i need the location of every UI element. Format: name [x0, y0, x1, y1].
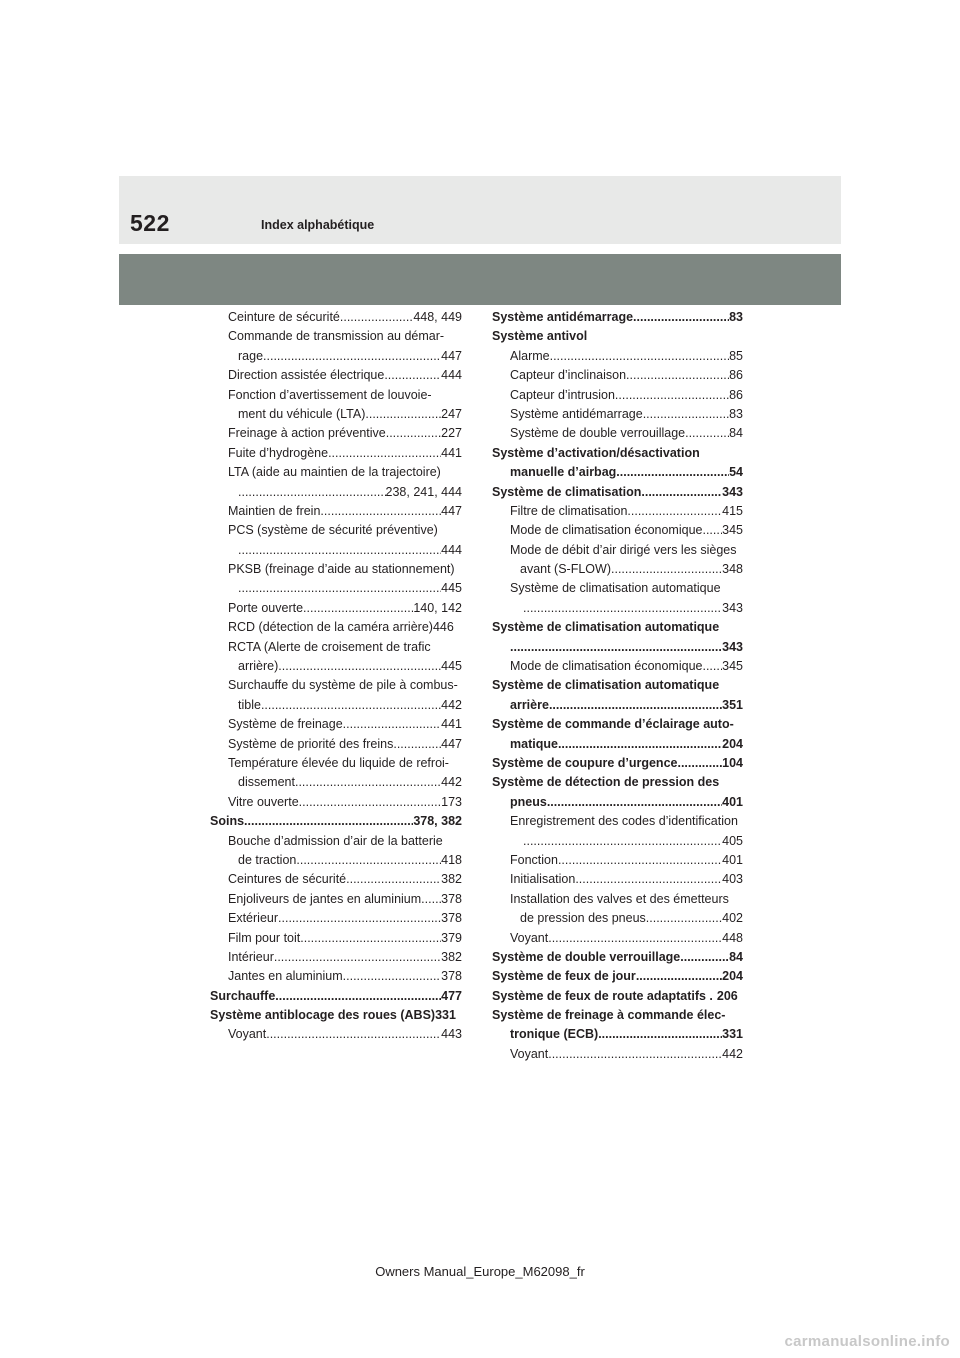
dot-leader [328, 444, 441, 463]
index-entry-text: Enjoliveurs de jantes en aluminium [228, 891, 422, 906]
index-entry-text: Système de feux de jour [492, 969, 636, 984]
index-entry [492, 715, 743, 734]
index-entry-page: 444 [441, 368, 462, 383]
index-entry [210, 696, 462, 715]
index-entry-text: de pression des pneus [520, 911, 646, 926]
index-entry-page: 204 [722, 969, 743, 984]
index-column-right [492, 308, 743, 1064]
index-entry [210, 773, 462, 792]
index-entry [210, 308, 462, 327]
index-entry [210, 657, 462, 676]
index-entry-text: Système de climatisation [492, 484, 642, 499]
dot-leader [343, 967, 441, 986]
index-entry-page: 378 [441, 969, 462, 984]
dot-leader [523, 832, 722, 851]
index-entry-text: arrière [510, 697, 549, 712]
dot-leader [266, 1025, 441, 1044]
dot-leader [274, 948, 441, 967]
index-entry-text: Système de commande d’éclairage auto- [492, 717, 734, 732]
dot-leader [393, 735, 441, 754]
index-entry-page: 227 [441, 426, 462, 441]
index-entry [492, 502, 743, 521]
index-entry-text: rage [238, 348, 264, 363]
dot-leader [295, 773, 441, 792]
index-entry-page: 84 [729, 426, 743, 441]
index-entry-page: 351 [722, 697, 743, 712]
index-entry-text: Ceintures de sécurité [228, 872, 347, 887]
index-entry-text: dissement [238, 775, 295, 790]
index-entry [210, 812, 462, 831]
index-entry-text: Voyant [228, 1027, 267, 1042]
index-entry-text: Porte ouverte [228, 600, 304, 615]
index-entry [492, 405, 743, 424]
dot-leader [646, 909, 722, 928]
index-entry [210, 327, 462, 346]
dot-leader [548, 929, 722, 948]
index-entry-text: Système de freinage [228, 717, 343, 732]
index-entry-page: 443 [441, 1027, 462, 1042]
index-entry-page: 86 [729, 387, 743, 402]
dot-leader [343, 715, 441, 734]
index-entry [210, 948, 462, 967]
index-entry [210, 967, 462, 986]
index-entry-page: 343 [722, 484, 743, 499]
index-entry [492, 347, 743, 366]
index-entry-page: 83 [729, 310, 743, 324]
index-entry-page: 401 [722, 852, 743, 867]
dot-leader [548, 1045, 722, 1064]
index-entry-text: Surchauffe du système de pile à combus- [228, 678, 458, 693]
index-entry-text: Mode de climatisation économique [510, 523, 703, 538]
dot-leader [510, 638, 722, 657]
index-entry-page: 441 [441, 717, 462, 732]
index-entry [492, 560, 743, 579]
index-entry-page: 345 [722, 523, 743, 538]
index-entry-text: RCTA (Alerte de croisement de trafic [228, 639, 431, 654]
index-entry-page: 206 [716, 988, 738, 1003]
index-entry [492, 366, 743, 385]
dot-leader [299, 793, 441, 812]
index-entry-text: Système de freinage à commande élec- [492, 1008, 726, 1023]
index-entry-text: Ceinture de sécurité [228, 310, 340, 324]
index-entry [210, 483, 462, 502]
index-entry [210, 386, 462, 405]
index-entry [492, 541, 743, 560]
index-entry [492, 929, 743, 948]
dot-leader [685, 424, 729, 443]
index-entry-text: Direction assistée électrique [228, 368, 385, 383]
index-entry-text: Extérieur [228, 911, 279, 926]
index-entry-text: Voyant [510, 930, 549, 945]
index-entry [210, 793, 462, 812]
index-entry-text: Film pour toit [228, 930, 301, 945]
index-entry [492, 909, 743, 928]
dot-leader [296, 851, 441, 870]
index-entry-page: 447 [441, 503, 462, 518]
index-entry-text: Soins [210, 814, 245, 829]
dot-leader [615, 386, 729, 405]
dot-leader [278, 657, 441, 676]
index-entry-text: Voyant [510, 1046, 549, 1061]
index-entry-text: Fuite d’hydrogène [228, 445, 329, 460]
index-entry [492, 870, 743, 889]
index-entry [492, 987, 743, 1006]
index-entry-page: 86 [729, 368, 743, 383]
page-number: 522 [130, 210, 170, 236]
dot-leader [244, 812, 413, 831]
dot-leader [633, 308, 729, 327]
dot-leader [263, 347, 441, 366]
dot-leader [641, 483, 722, 502]
index-entry [492, 657, 743, 676]
index-entry-page: 247 [441, 406, 462, 421]
index-entry-text: Freinage à action préventive [228, 426, 386, 441]
index-entry [210, 735, 462, 754]
index-entry [492, 967, 743, 986]
index-entry-text: Alarme [510, 348, 550, 363]
index-entry [210, 1025, 462, 1044]
index-entry-text: Système de priorité des freins [228, 736, 394, 751]
index-entry-page: 204 [722, 736, 743, 751]
index-entry-text: Enregistrement des codes d’identification [510, 814, 738, 829]
index-entry-page: 448, 449 [413, 310, 462, 324]
index-entry-page: 447 [441, 736, 462, 751]
index-entry-page: 379 [441, 930, 462, 945]
index-entry [492, 521, 743, 540]
index-entry-text: Fonction [510, 852, 558, 867]
index-entry [492, 386, 743, 405]
index-entry-text: Initialisation [510, 872, 576, 887]
dot-leader [238, 541, 441, 560]
index-entry-text: Jantes en aluminium [228, 969, 343, 984]
index-entry-text: Commande de transmission au démar- [228, 329, 445, 344]
index-entry [492, 463, 743, 482]
index-entry-page: 378 [441, 911, 462, 926]
dot-leader [365, 405, 441, 424]
index-entry-text: Surchauffe [210, 988, 276, 1003]
index-entry-page: 441 [441, 445, 462, 460]
index-entry [492, 793, 743, 812]
dot-leader [558, 735, 722, 754]
index-entry [492, 327, 743, 346]
index-entry [210, 599, 462, 618]
index-entry [492, 735, 743, 754]
index-entry-text: Température élevée du liquide de refroi- [228, 755, 449, 770]
index-entry [492, 483, 743, 502]
dot-leader [238, 579, 441, 598]
index-entry-text: ment du véhicule (LTA) [238, 406, 366, 421]
index-entry [210, 1006, 462, 1025]
index-entry [492, 579, 743, 598]
index-entry-page: 238, 241, 444 [385, 484, 462, 499]
index-entry-page: 382 [441, 872, 462, 887]
index-entry-text: Système de double verrouillage [510, 426, 686, 441]
index-entry-page: 448 [722, 930, 743, 945]
index-entry [210, 754, 462, 773]
index-entry-text: Installation des valves et des émetteurs [510, 891, 729, 906]
index-entry [492, 618, 743, 637]
dot-leader [421, 890, 441, 909]
index-entry-page: 401 [722, 794, 743, 809]
index-entry-page: 477 [441, 988, 462, 1003]
index-entry-page: 403 [722, 872, 743, 887]
index-entry [492, 754, 743, 773]
index-entry-text: Système de climatisation automatique [492, 620, 720, 635]
index-entry [492, 424, 743, 443]
index-entry [210, 618, 462, 637]
index-entry-page: 442 [441, 697, 462, 712]
dot-leader [550, 347, 730, 366]
index-entry-page: 442 [722, 1046, 743, 1061]
watermark: carmanualsonline.info [784, 1333, 950, 1350]
index-entry-text: Maintien de frein [228, 503, 321, 518]
dot-leader [386, 424, 441, 443]
index-entry [492, 832, 743, 851]
index-entry [210, 638, 462, 657]
index-entry-page: 173 [441, 794, 462, 809]
index-entry-page: 348 [722, 562, 743, 577]
index-entry-page: 402 [722, 911, 743, 926]
index-entry [210, 870, 462, 889]
index-entry-page: 378 [441, 891, 462, 906]
index-entry [210, 715, 462, 734]
index-entry-text: Filtre de climatisation [510, 503, 628, 518]
index-entry-text: Intérieur [228, 949, 274, 964]
index-entry-page: 84 [729, 949, 743, 964]
dot-leader [558, 851, 722, 870]
index-entry [210, 521, 462, 540]
index-entry-text: manuelle d’airbag [510, 465, 617, 480]
index-entry [492, 890, 743, 909]
dot-leader [616, 463, 729, 482]
dot-leader [575, 870, 722, 889]
index-entry [210, 579, 462, 598]
dot-leader [278, 909, 441, 928]
index-entry [210, 832, 462, 851]
index-column-left [210, 308, 462, 1045]
index-entry-text: Système de climatisation automatique [510, 581, 721, 596]
dot-leader [677, 754, 722, 773]
index-entry-page: 343 [722, 600, 743, 615]
index-entry [210, 909, 462, 928]
index-entry-text: tronique (ECB) [510, 1027, 599, 1042]
section-title: Index alphabétique [261, 218, 375, 232]
index-entry-text: pneus [510, 794, 547, 809]
index-entry [210, 463, 462, 482]
index-entry-text: PKSB (freinage d’aide au stationnement) [228, 562, 455, 577]
dot-leader [636, 967, 722, 986]
index-entry-page: 343 [722, 639, 743, 654]
index-entry-page: 104 [722, 755, 743, 770]
index-entry-text: Mode de débit d’air dirigé vers les sièges [510, 542, 737, 557]
dot-leader [598, 1025, 722, 1044]
dot-leader [547, 793, 722, 812]
index-entry-text: Système antiblocage des roues (ABS)331 [210, 1008, 456, 1023]
index-entry [492, 851, 743, 870]
index-entry [210, 560, 462, 579]
index-entry-text: Système antidémarrage [510, 406, 643, 421]
index-entry [210, 929, 462, 948]
dot-leader [384, 366, 441, 385]
index-entry-text: Bouche d’admission d’air de la batterie [228, 833, 443, 848]
dot-leader [549, 696, 722, 715]
index-entry-text: Vitre ouverte [228, 794, 299, 809]
index-entry-text: Système antivol [492, 329, 588, 344]
index-entry [210, 424, 462, 443]
dot-leader [346, 870, 441, 889]
index-entry-text: Mode de climatisation économique [510, 659, 703, 674]
index-entry-text: RCD (détection de la caméra arrière)446 [228, 620, 454, 635]
index-entry-page: 444 [441, 542, 462, 557]
index-entry-text: arrière) [238, 659, 279, 674]
header-band [119, 254, 841, 305]
index-entry [492, 812, 743, 831]
index-entry [492, 1025, 743, 1044]
index-entry-page: 405 [722, 833, 743, 848]
index-entry-page: 445 [441, 659, 462, 674]
index-entry [492, 676, 743, 695]
index-entry-text: tible [238, 697, 261, 712]
index-entry-text: Système antidémarrage [492, 310, 634, 324]
index-entry-page: 415 [722, 503, 743, 518]
dot-leader [523, 599, 722, 618]
index-entry-page: 378, 382 [413, 814, 462, 829]
index-entry [210, 890, 462, 909]
index-entry [492, 773, 743, 792]
index-entry [210, 851, 462, 870]
index-entry-page: 54 [729, 465, 743, 480]
dot-leader [611, 560, 722, 579]
index-entry-page: 445 [441, 581, 462, 596]
dot-leader [303, 599, 413, 618]
index-entry-text: Système de coupure d’urgence [492, 755, 678, 770]
dot-leader [702, 657, 722, 676]
index-entry-page: 447 [441, 348, 462, 363]
index-entry-text: Système de double verrouillage [492, 949, 681, 964]
index-entry-text: Système de détection de pression des [492, 775, 720, 790]
index-entry-text: Capteur d’intrusion [510, 387, 615, 402]
header-background [119, 176, 841, 244]
index-entry [492, 948, 743, 967]
index-entry-text: avant (S-FLOW) [520, 562, 611, 577]
index-entry-text: matique [510, 736, 558, 751]
dot-leader [340, 308, 413, 327]
index-entry-page: 331 [722, 1027, 743, 1042]
index-entry-text: Fonction d’avertissement de louvoie- [228, 387, 432, 402]
index-entry-text: Système de climatisation automatique [492, 678, 720, 693]
index-entry-page: 442 [441, 775, 462, 790]
index-entry-text: LTA (aide au maintien de la trajectoire) [228, 465, 441, 480]
index-entry [210, 405, 462, 424]
index-entry [210, 444, 462, 463]
index-entry [210, 366, 462, 385]
index-entry [210, 541, 462, 560]
dot-leader [627, 502, 722, 521]
index-entry [492, 696, 743, 715]
dot-leader [275, 987, 441, 1006]
index-entry [492, 444, 743, 463]
index-entry [210, 987, 462, 1006]
dot-leader [300, 929, 441, 948]
index-entry-text: Système de feux de route adaptatifs . [492, 988, 713, 1003]
index-entry [492, 308, 743, 327]
index-entry-page: 140, 142 [413, 600, 462, 615]
index-entry [492, 1006, 743, 1025]
index-entry [210, 347, 462, 366]
index-entry [210, 676, 462, 695]
dot-leader [702, 521, 722, 540]
dot-leader [643, 405, 729, 424]
index-entry [492, 638, 743, 657]
dot-leader [320, 502, 441, 521]
index-entry-page: 83 [729, 406, 743, 421]
index-entry-page: 85 [729, 348, 743, 363]
dot-leader [680, 948, 729, 967]
dot-leader [626, 366, 729, 385]
index-entry-page: 382 [441, 949, 462, 964]
index-entry [492, 599, 743, 618]
index-entry-page: 418 [441, 852, 462, 867]
index-entry-page: 345 [722, 659, 743, 674]
index-entry-text: Capteur d’inclinaison [510, 368, 627, 383]
index-entry [492, 1045, 743, 1064]
dot-leader [238, 483, 386, 502]
index-entry-text: PCS (système de sécurité préventive) [228, 523, 438, 538]
index-entry-text: Système d’activation/désactivation [492, 445, 700, 460]
index-entry-text: de traction [238, 852, 297, 867]
footer-document-id: Owners Manual_Europe_M62098_fr [375, 1264, 585, 1279]
index-entry [210, 502, 462, 521]
dot-leader [261, 696, 441, 715]
